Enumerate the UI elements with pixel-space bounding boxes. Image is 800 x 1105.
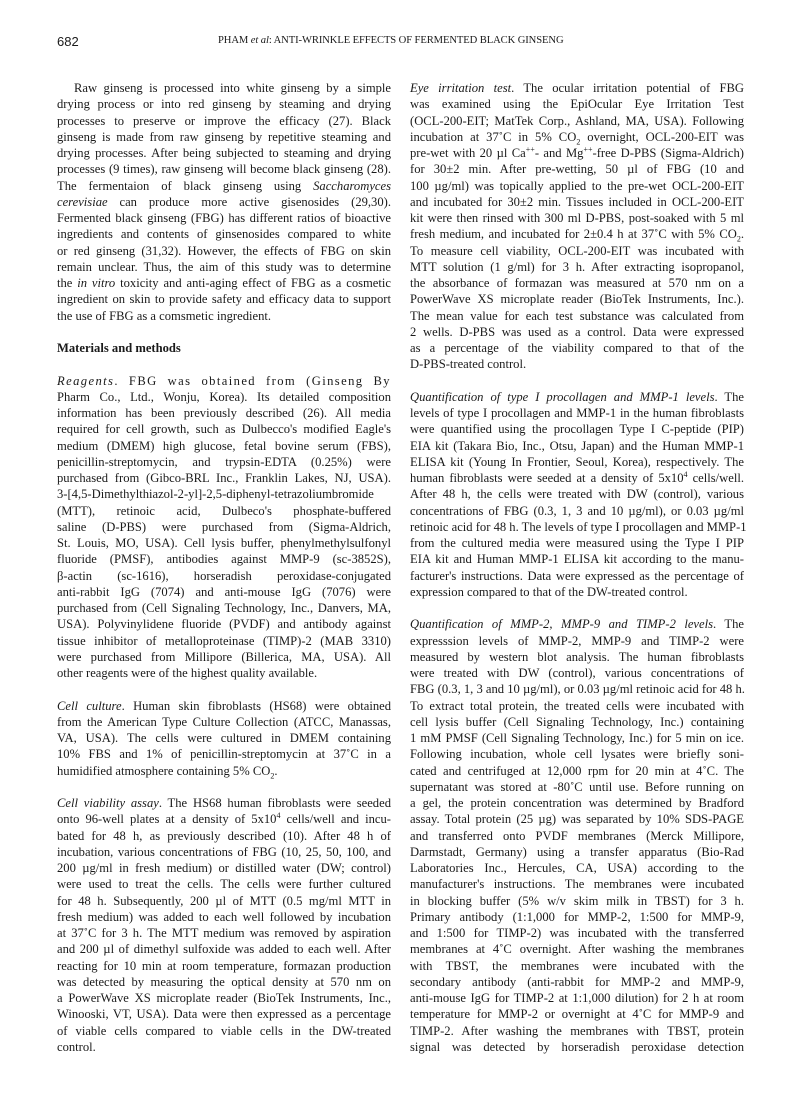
text-line: as a percentage of the viability compared to that of the [410, 341, 744, 355]
text-line: tissue inhibitor of metalloproteinase (TIMP)-2 (MAB 3310) [57, 633, 391, 648]
text-fragment: incubation at 37˚C in 5% CO [410, 129, 577, 144]
text-line: ingredients and contents of ginsenosides compared to white [57, 227, 391, 242]
running-title-author: PHAM [218, 35, 249, 46]
text-line [57, 795, 391, 811]
text-line: FBG (0.3, 1, 3 and 10 µg/ml), or 0.03 µg/ml retinoic acid for 48 h. [410, 682, 745, 697]
text-line: Raw ginseng is processed into white ginseng by a simple [74, 81, 391, 95]
text-line: was detected by measuring the optical density at 570 nm on [57, 974, 391, 989]
text-line: St. Louis, MO, USA). Cell lysis buffer, phenylmethylsulfonyl [57, 536, 391, 550]
text-fragment: cells/well and incu- [280, 812, 391, 827]
italic-term: in vitro [77, 276, 116, 290]
text-line: and incubated for 30±2 min. Tissues included in OCL-200-EIT [410, 194, 744, 209]
text-fragment: - and Mg [534, 146, 584, 160]
text-line: a PowerWave XS microplate reader (BioTek Instruments, Inc., [57, 991, 391, 1005]
text-line: were treated with DW (control), various concentrations of [410, 666, 744, 680]
text-line: EIA kit (Takara Bio, Inc., Otsu, Japan) and the Human MMP-1 [410, 438, 744, 453]
text-line: reacting for 10 min at room temperature, formazan production [57, 958, 391, 973]
text-line [410, 226, 744, 242]
text-line: incubation, various concentrations of FBG (10, 25, 50, 100, and [57, 844, 391, 859]
text-line: fluoride (PMSF), antibodies against MMP-9 (sc-3852S), [57, 552, 391, 567]
text-line: assay. Total protein (25 µg) was separated by 10% SDS-PAGE [410, 812, 744, 827]
subsection-title: Cell culture [57, 698, 122, 713]
text-line [410, 145, 744, 161]
text-fragment: cells/well. [687, 471, 744, 485]
text-line: PowerWave XS microplate reader (BioTek Instruments, Inc.). [410, 292, 744, 307]
text-line: MTT solution (1 g/ml) for 3 h. After extracting isopropanol, [410, 259, 744, 274]
text-line [57, 194, 391, 210]
text-line: fresh medium) was added to each well followed by incubation [57, 909, 391, 924]
text-line: and 200 µl of dimethyl sulfoxide was added to each well. After [57, 942, 391, 957]
text-line [57, 763, 391, 779]
text-line: VA, USA). The cells were cultured in DMEM containing [57, 731, 391, 745]
right-column [410, 80, 747, 1055]
text-line: from the American Type Culture Collection (ATCC, Manassas, [57, 714, 391, 729]
text-line: processes (9 times), raw ginseng will become black ginseng (28). [57, 162, 391, 177]
text-line: the use of FBG as a comsmetic ingredient. [57, 308, 272, 323]
text-line: supernatant was stored at -80˚C until use. Before running on [410, 779, 744, 794]
text-line: purchased from (Cell Signaling Technology, Inc., Danvers, MA, [57, 601, 391, 615]
text-line: facturer's instructions. Data were expressed as the percentage of [410, 568, 744, 583]
text-line: the absorbance of formazan was measured at 570 nm on a [410, 276, 744, 290]
text-fragment: fresh medium, and incubated for 2±0.4 h at 37˚C with 5% CO [410, 227, 737, 242]
text-line: required for cell growth, such as Dulbecco's modified Eagle's [57, 422, 391, 437]
text-fragment: can produce more active gisenosides (29,30). [107, 194, 391, 209]
text-line: remain unclear. Thus, the aim of this study was to determine [57, 259, 391, 274]
text-line [410, 129, 744, 145]
text-line: signal was detected by horseradish peroxidase detection [410, 1039, 744, 1054]
text-fragment: . FBG was obtained from (Ginseng By [114, 373, 391, 388]
text-line: were quantified using the procollagen Type I C-peptide (PIP) [410, 422, 744, 437]
text-line: saline (D-PBS) were purchased from (Sigma-Aldrich, [57, 519, 391, 534]
text-line: anti-mouse IgG for TIMP-2 at 1:1,000 dilution) for 2 h at room [410, 991, 744, 1005]
superscript: ++ [525, 144, 535, 154]
cell-culture-paragraph [57, 698, 391, 779]
subsection-title: Quantification of type I procollagen and MMP-1 levels [410, 389, 715, 404]
text-line: ELISA kit (Young In Frontier, Seoul, Korea), respectively. The [410, 454, 744, 469]
text-line: (OCL-200-EIT; MatTek Corp., Ashland, MA, USA). Following [410, 113, 744, 128]
text-line: 3-[4,5-Dimethylthiazol-2-yl]-2,5-diphenyl-tetrazoliumbromide [57, 487, 374, 502]
text-line: other reagents were of the highest quality available. [57, 666, 318, 680]
superscript: 4 [276, 811, 281, 821]
subsection-title: Quantification of MMP-2, MMP-9 and TIMP-2 levels [410, 617, 714, 632]
text-line: Following incubation, whole cell lysates were briefly soni- [410, 747, 744, 762]
text-line: Pharm Co., Ltd., Wonju, Korea). Its detailed composition [57, 389, 391, 404]
text-fragment: onto 96-well plates at a density of 5x10 [57, 812, 277, 827]
text-line [410, 389, 744, 405]
text-line [57, 811, 391, 827]
text-line [57, 373, 391, 389]
text-line: (MTT), retinoic acid, Dulbeco's phosphate-buffered [57, 503, 391, 518]
text-line: EIA kit and Human MMP-1 ELISA kit according to the manu- [410, 552, 744, 567]
text-fragment: the [57, 276, 78, 290]
text-line: Fermented black ginseng (FBG) has different ratios of bioactive [57, 211, 391, 225]
text-fragment: . The [714, 389, 744, 404]
text-fragment: pre-wet with 20 µl Ca [410, 146, 526, 160]
text-line: from the cultured media were measured using the Type I PIP [410, 536, 744, 550]
text-line: anti-rabbit IgG (7074) and anti-mouse IgG (7076) were [57, 584, 391, 599]
text-line: processes to preserve or improve the efficacy (27). Black [57, 113, 391, 128]
eye-irritation-paragraph [410, 80, 744, 373]
text-line: 100 µg/ml) was topically applied to the pre-wet OCL-200-EIT [410, 178, 744, 193]
text-line: in blocking buffer (5% w/v skim milk in TBST) for 3 h. [410, 893, 744, 908]
subsection-title: Cell viability assay [57, 796, 159, 810]
species-name: Saccharomyces [313, 178, 391, 193]
text-line: 2 wells. D-PBS was used as a control. Data were expressed [410, 324, 744, 339]
text-line: control. [57, 1039, 96, 1054]
page-header [0, 34, 800, 52]
text-line: ginseng is made from raw ginseng by repetitive steaming and [57, 129, 391, 144]
text-line: expresssion levels of MMP-2, MMP-9 and TIMP-2 were [410, 633, 744, 648]
text-line: Darmstadt, Germany) using a transfer apparatus (Bio-Rad [410, 844, 744, 859]
text-line: concentrations of FBG (0.3, 1, 3 and 10 µg/ml), or 0.03 µg/ml [410, 503, 744, 518]
text-line: bated for 48 h, as previously described (10). After 48 h of [57, 828, 391, 843]
text-line [410, 470, 744, 486]
text-fragment: overnight, OCL-200-EIT was [580, 129, 745, 144]
text-line: secondary antibody (anti-rabbit for MMP-2 and MMP-9, [410, 974, 744, 989]
text-line [57, 698, 391, 714]
text-line: penicillin-streptomycin, and trypsin-EDTA (0.25%) were [57, 454, 391, 469]
text-line: was examined using the EpiOcular Eye Irritation Test [410, 97, 744, 112]
species-name: cerevisiae [57, 194, 108, 209]
text-line: levels of type I procollagen and MMP-1 in the human fibroblasts [410, 406, 744, 420]
text-line: 200 µg/ml in fresh medium) or distilled water (DW; control) [57, 861, 391, 875]
text-line: drying process or into red ginseng by steaming and drying [57, 97, 391, 112]
text-fragment: . The [713, 617, 744, 632]
text-fragment: . [274, 763, 278, 778]
text-line: To extract total protein, the treated cells were incubated with [410, 698, 744, 713]
page-number: 682 [57, 34, 79, 49]
text-line: and transferred onto PVDF membranes (Merck Millipore, [410, 828, 744, 843]
running-title-text: : ANTI-WRINKLE EFFECTS OF FERMENTED BLACK GINSENG [268, 35, 564, 46]
left-column [57, 80, 391, 1055]
text-line: of viable cells compared to viable cells in the DW-treated [57, 1023, 391, 1038]
text-line: Laboratories Inc., Hercules, CA, USA) according to the [410, 861, 744, 875]
superscript: ++ [583, 144, 593, 154]
text-fragment: . [740, 227, 744, 242]
text-line: at 37˚C for 3 h. The MTT medium was removed by aspiration [57, 926, 391, 940]
text-line: Primary antibody (1:1,000 for MMP-2, 1:500 for MMP-9, [410, 909, 744, 924]
text-line: TIMP-2. After washing the membranes with TBST, protein [410, 1023, 744, 1038]
running-title [218, 35, 564, 46]
procollagen-paragraph [410, 389, 747, 600]
subscript: 2 [736, 234, 741, 244]
text-line: kit were then rinsed with 300 ml D-PBS, post-soaked with 5 ml [410, 211, 744, 225]
running-title-etal: et al [250, 35, 269, 46]
text-line: 1 mM PMSF (Cell Signaling Technology, Inc.) for 5 min on ice. [410, 731, 744, 745]
text-line: were used to treat the cells. The cells were further cultured [57, 877, 391, 892]
text-line: USA). Polyvinylidene fluoride (PVDF) and antibody against [57, 617, 391, 632]
text-fragment: . Human skin fibroblasts (HS68) were obtained [121, 698, 392, 713]
text-line: were purchased from Millipore (Billerica, MA, USA). All [57, 649, 391, 664]
text-line: The mean value for each test substance was calculated from [410, 308, 744, 323]
text-fragment: . The ocular irritation potential of FBG [511, 81, 744, 95]
text-line: information has been previously described (26). All media [57, 406, 391, 420]
text-line: or red ginseng (31,32). However, the effects of FBG on skin [57, 243, 391, 258]
text-line: To measure cell viability, OCL-200-EIT was incubated with [410, 243, 744, 258]
subsection-title: Reagents [57, 373, 115, 388]
text-fragment: The fermentaion of black ginseng using [57, 178, 314, 193]
section-heading: Materials and methods [57, 341, 181, 355]
text-line: expression compared to that of the DW-treated control. [410, 584, 688, 599]
text-line [57, 178, 391, 194]
subscript: 2 [576, 137, 581, 147]
text-line: with TBST, the membranes were incubated with the [410, 958, 744, 973]
subscript: 2 [270, 771, 275, 781]
intro-paragraph [57, 80, 391, 324]
text-line: cell lysis buffer (Cell Signaling Technology, Inc.) containing [410, 714, 744, 729]
text-fragment: toxicity and anti-aging effect of FBG as a cosmetic [115, 276, 391, 290]
cell-viability-paragraph [57, 795, 391, 1055]
text-line [410, 616, 744, 632]
superscript: 4 [683, 469, 688, 479]
text-line: measured by western blot analysis. The human fibroblasts [410, 649, 744, 664]
text-line: and 1:500 for TIMP-2) was incubated with the transferred [410, 926, 744, 940]
mmp-timp-paragraph [410, 616, 744, 1055]
text-line: 10% FBS and 1% of penicillin-streptomycin at 37˚C in a [57, 747, 391, 762]
text-line: cated and centrifuged at 12,000 rpm for 20 min at 4˚C. The [410, 763, 744, 778]
text-fragment: human fibroblasts were seeded at a density of 5x10 [410, 471, 684, 485]
text-line: temperature for MMP-2 or overnight at 4˚C for MMP-9 and [410, 1007, 744, 1022]
text-line: for 48 h. Subsequently, 200 µl of MTT (0.5 mg/ml MTT in [57, 893, 391, 908]
text-line: manufacturer's instructions. The membranes were incubated [410, 877, 744, 892]
text-line: membranes at 4˚C overnight. After washing the membranes [410, 942, 744, 957]
reagents-paragraph [57, 373, 391, 682]
text-line: purchased from (Gibco-BRL Inc., Franklin Lakes, NJ, USA). [57, 471, 391, 485]
text-line: D-PBS-treated control. [410, 357, 527, 372]
text-line: After 48 h, the cells were treated with DW (control), various [410, 487, 744, 502]
text-line: for 30±2 min. After pre-wetting, 50 µl of FBG (10 and [410, 162, 744, 177]
subsection-title: Eye irritation test [410, 81, 512, 95]
text-line: β-actin (sc-1616), horseradish peroxidase-conjugated [57, 568, 391, 583]
text-line: retinoic acid for 48 h. The levels of type I procollagen and MMP-1 [410, 519, 747, 534]
text-fragment: -free D-PBS (Sigma-Aldrich) [592, 146, 745, 160]
text-line: drying processes. After being subjected to steaming and drying [57, 146, 391, 160]
text-line: Winooski, VT, USA). Data were then expressed as a percentage [57, 1007, 391, 1022]
text-line: medium (DMEM) high glucose, fetal bovine serum (FBS), [57, 438, 391, 453]
text-fragment: . The HS68 human fibroblasts were seeded [158, 796, 391, 810]
text-line [57, 275, 391, 291]
text-line [410, 80, 744, 96]
text-line: a gel, the protein concentration was determined by Bradford [410, 796, 744, 810]
text-line: ingredient on skin to provide safety and efficacy data to support [57, 292, 391, 307]
text-fragment: humidified atmosphere containing 5% CO [57, 763, 271, 778]
